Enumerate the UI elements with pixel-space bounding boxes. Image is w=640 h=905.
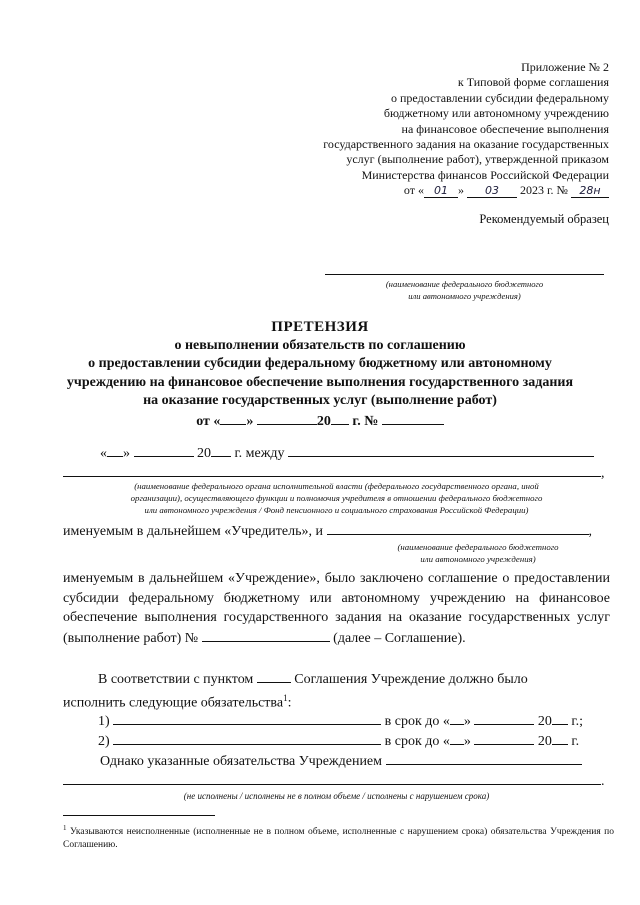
footnote-text: Указываются неисполненные (исполненные не в полном объеме, исполненные с нарушением срока) обязательства Учреждения по Соглашению. (63, 827, 615, 851)
title-main: ПРЕТЕНЗИЯ (271, 319, 369, 335)
item-number: 2) (98, 734, 110, 749)
however-line (100, 751, 610, 771)
appendix-header (323, 60, 609, 199)
month-blank (257, 411, 317, 425)
year-blank (211, 443, 231, 457)
institution-blank (327, 521, 589, 535)
appendix-line: бюджетному или автономному учреждению (383, 106, 609, 121)
title-line: на оказание государственных услуг (выполнение работ) (143, 393, 497, 408)
founder-blank (288, 443, 594, 457)
year-suffix: г.; (571, 714, 583, 729)
obligation-blank (113, 711, 381, 725)
day-blank (450, 711, 464, 725)
appendix-date-line (323, 183, 609, 198)
year-prefix: 20 (197, 446, 211, 461)
day-blank (450, 731, 464, 745)
founder-named-text: именуемым в дальнейшем «Учредитель», и (63, 524, 323, 539)
colon: : (287, 695, 292, 711)
caption-line: (наименование федерального бюджетного (397, 542, 559, 552)
title-line: о невыполнении обязательств по соглашению (174, 337, 466, 353)
obligations-intro-line2 (63, 689, 610, 713)
document-title (40, 318, 600, 431)
title-line: учреждению на финансовое обеспечение выполнения государственного задания (66, 374, 574, 390)
status-line (63, 771, 610, 791)
title-line: о предоставлении субсидии федеральному бюджетному или автономному (88, 356, 552, 371)
title-date-line (40, 411, 600, 432)
handwritten-day: 01 (424, 185, 458, 198)
parties-date-line (100, 443, 610, 463)
recipient-caption (325, 278, 604, 302)
obligation-blank (113, 731, 381, 745)
quote-close: » (463, 734, 471, 749)
year-suffix: г. (571, 734, 580, 749)
comma: , (588, 524, 592, 539)
footnote (63, 822, 614, 852)
institution-caption (346, 541, 610, 565)
caption-line: (наименование федерального бюджетного (385, 279, 544, 289)
due-label: в срок до « (384, 714, 450, 729)
between-label: г. между (234, 446, 285, 461)
recommended-sample-label: Рекомендуемый образец (479, 212, 609, 226)
period: . (601, 774, 605, 789)
due-label: в срок до « (384, 734, 450, 749)
item-number: 1) (98, 714, 110, 729)
year-blank (331, 411, 349, 425)
year-blank (552, 711, 568, 725)
appendix-line: о предоставлении субсидии федеральному (391, 90, 609, 105)
day-blank (107, 443, 123, 457)
date-prefix: от « (196, 413, 221, 429)
appendix-line: к Типовой форме соглашения (457, 75, 609, 90)
quote-open: « (100, 446, 107, 461)
appendix-line: на финансовое обеспечение выполнения (401, 121, 609, 136)
day-blank (220, 411, 246, 425)
however-text: Однако указанные обязательства Учреждением (100, 754, 383, 769)
intro-end: Соглашения Учреждение должно было (294, 672, 528, 687)
obligation-item-2 (98, 731, 579, 751)
handwritten-month: 03 (467, 185, 517, 198)
status-blank-continued (63, 771, 601, 785)
caption-line: (наименование федерального органа исполнительной власти (федерального государственного органа, иной (134, 481, 539, 491)
date-mid: » (457, 183, 464, 198)
year-text: 2023 г. № (519, 183, 568, 198)
number-label: г. № (352, 413, 379, 429)
caption-line: или автономного учреждения / Фонд пенсионного и социального страхования Российской Федерации) (144, 505, 529, 515)
agreement-text: именуемым в дальнейшем «Учреждение», было заключено соглашение о предоставлении субсидии федеральному бюджетному или автономному учреждению на финансовое обеспечение выполнения государственного задания на оказание государственных услуг (выполнение работ) № (63, 571, 610, 646)
caption-line: или автономного учреждения) (408, 291, 521, 301)
caption-line: или автономного учреждения) (420, 554, 536, 564)
year-prefix: 20 (537, 714, 552, 729)
date-prefix: от « (403, 183, 424, 198)
month-blank (474, 711, 534, 725)
month-blank (474, 731, 534, 745)
appendix-line: государственного задания на оказание государственных (323, 137, 609, 152)
year-prefix: 20 (537, 734, 552, 749)
year-blank (552, 731, 568, 745)
quote-close: » (123, 446, 130, 461)
footnote-mark: 1 (63, 824, 67, 832)
year-prefix: 20 (316, 413, 331, 429)
founder-caption (63, 480, 610, 516)
appendix-line: Министерства финансов Российской Федерации (361, 167, 609, 182)
agreement-paragraph (63, 569, 610, 648)
founder-blank-continued (63, 463, 601, 477)
month-blank (134, 443, 194, 457)
number-blank (382, 411, 444, 425)
clause-blank (257, 669, 291, 683)
appendix-line: услуг (выполнение работ), утвержденной приказом (346, 152, 609, 167)
comma: , (601, 466, 605, 481)
appendix-line: Приложение № 2 (521, 60, 609, 74)
status-blank (386, 751, 582, 765)
handwritten-number: 28н (571, 185, 609, 198)
founder-named-line (63, 521, 610, 541)
footnote-divider (63, 815, 215, 816)
obligation-item-1 (98, 711, 583, 731)
recipient-blank-line (325, 274, 604, 275)
footnote-mark: 1 (283, 693, 288, 703)
intro-start: В соответствии с пунктом (98, 672, 254, 687)
caption-line: организации), осуществляющего функции и полномочия учредителя в отношении федерального бюджетного (130, 493, 543, 503)
status-caption: (не исполнены / исполнены не в полном объеме / исполнены с нарушением срока) (183, 791, 490, 801)
intro-line2: исполнить следующие обязательства (63, 695, 284, 711)
quote-close: » (463, 714, 471, 729)
obligations-intro (98, 669, 610, 689)
agreement-suffix: (далее – Соглашение). (333, 630, 466, 646)
agreement-number-blank (202, 628, 330, 642)
date-mid: » (246, 413, 254, 429)
